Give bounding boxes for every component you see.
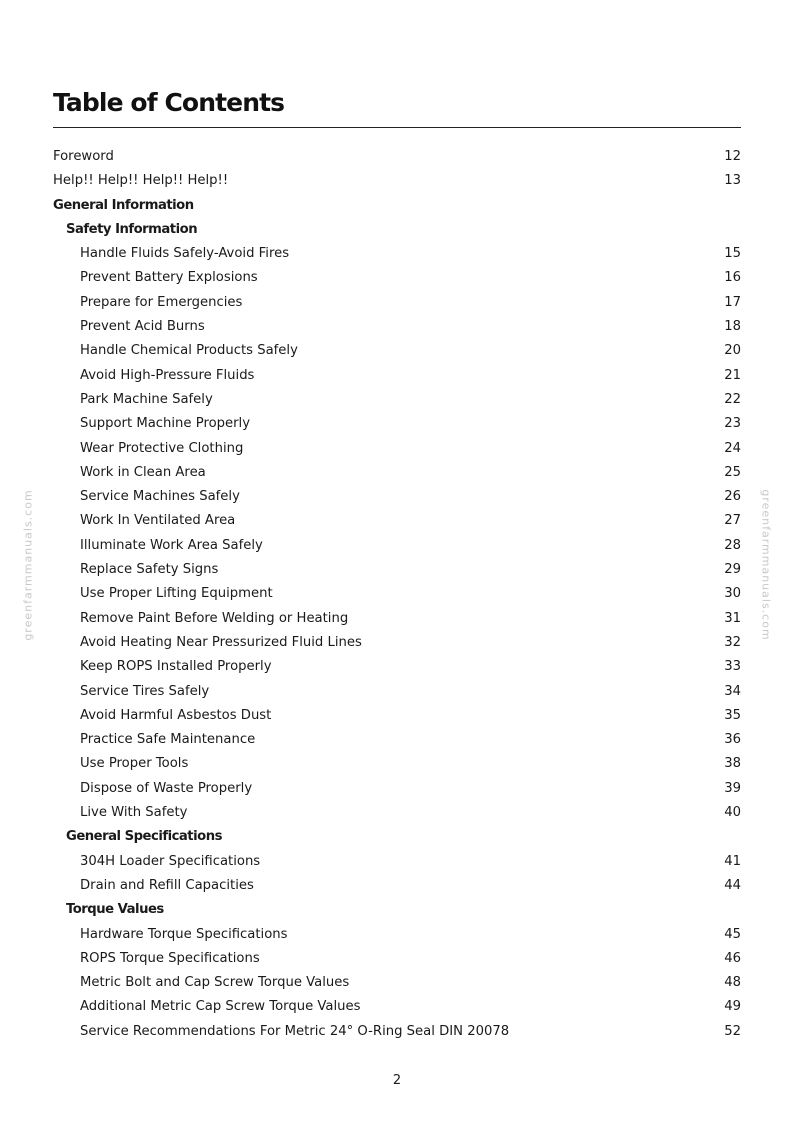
toc-entry-page-number: 29 xyxy=(724,562,741,578)
toc-entry-label: Prevent Battery Explosions xyxy=(80,270,258,286)
toc-entry-label: Help!! Help!! Help!! Help!! xyxy=(53,173,229,189)
toc-entry-label: Park Machine Safely xyxy=(80,391,213,407)
toc-entry-label: Replace Safety Signs xyxy=(80,562,219,578)
toc-section-heading xyxy=(53,194,741,218)
toc-entry-page-number: 40 xyxy=(724,805,741,821)
toc-entry-page-number: 32 xyxy=(724,634,741,650)
toc-entry-label: ROPS Torque Specifications xyxy=(80,950,260,966)
toc-entry[interactable] xyxy=(53,534,741,558)
toc-entry[interactable] xyxy=(53,874,741,898)
toc-entry-page-number: 35 xyxy=(724,707,741,723)
toc-entry[interactable] xyxy=(53,850,741,874)
toc-entry[interactable] xyxy=(53,339,741,363)
toc-entry-label: Illuminate Work Area Safely xyxy=(80,537,263,553)
toc-entry-label: Support Machine Properly xyxy=(80,416,251,432)
toc-entry[interactable] xyxy=(53,412,741,436)
toc-entry-label: Handle Chemical Products Safely xyxy=(80,343,298,359)
toc-entry[interactable] xyxy=(53,704,741,728)
toc-entry[interactable] xyxy=(53,558,741,582)
toc-entry-label: Remove Paint Before Welding or Heating xyxy=(80,610,349,626)
toc-entry-label: Service Recommendations For Metric 24° O-Ring Seal DIN 20078 xyxy=(80,1023,510,1039)
toc-entry-label: Drain and Refill Capacities xyxy=(80,877,254,893)
toc-entry-page-number: 46 xyxy=(724,950,741,966)
toc-entry-page-number: 44 xyxy=(724,877,741,893)
page-title: Table of Contents xyxy=(53,88,285,117)
toc-entry[interactable] xyxy=(53,971,741,995)
toc-entry-label: Avoid Heating Near Pressurized Fluid Lines xyxy=(80,634,362,650)
toc-entry-label: Use Proper Lifting Equipment xyxy=(80,586,273,602)
toc-entry[interactable] xyxy=(53,1020,741,1044)
toc-entry[interactable] xyxy=(53,388,741,412)
toc-entry[interactable] xyxy=(53,364,741,388)
toc-entry-label: Wear Protective Clothing xyxy=(80,440,244,456)
table-of-contents xyxy=(53,145,741,1044)
toc-entry-label: Work In Ventilated Area xyxy=(80,513,236,529)
toc-entry-label: Work in Clean Area xyxy=(80,464,206,480)
toc-entry-label: Torque Values xyxy=(66,902,164,918)
toc-entry-label: Metric Bolt and Cap Screw Torque Values xyxy=(80,975,350,991)
toc-entry-label: General Specifications xyxy=(66,829,222,845)
toc-entry-page-number: 28 xyxy=(724,537,741,553)
toc-entry-label: Safety Information xyxy=(66,221,198,237)
page-number: 2 xyxy=(392,1073,402,1088)
toc-entry-label: Service Tires Safely xyxy=(80,683,210,699)
toc-entry-label: Dispose of Waste Properly xyxy=(80,780,253,796)
title-divider xyxy=(53,127,741,128)
toc-entry[interactable] xyxy=(53,801,741,825)
toc-entry[interactable] xyxy=(53,752,741,776)
toc-entry-page-number: 30 xyxy=(724,586,741,602)
toc-entry-page-number: 48 xyxy=(724,975,741,991)
toc-entry-page-number: 45 xyxy=(724,926,741,942)
toc-entry-page-number: 21 xyxy=(724,367,741,383)
toc-entry-page-number: 18 xyxy=(724,319,741,335)
toc-entry-page-number: 31 xyxy=(724,610,741,626)
toc-entry-page-number: 13 xyxy=(724,173,741,189)
toc-entry-label: Live With Safety xyxy=(80,805,188,821)
toc-entry-label: Keep ROPS Installed Properly xyxy=(80,659,272,675)
toc-entry-page-number: 36 xyxy=(724,732,741,748)
toc-entry-page-number: 33 xyxy=(724,659,741,675)
toc-entry[interactable] xyxy=(53,947,741,971)
toc-entry-label: 304H Loader Specifications xyxy=(80,853,261,869)
toc-entry-page-number: 22 xyxy=(724,391,741,407)
toc-entry-page-number: 15 xyxy=(724,246,741,262)
watermark-left: greenfarmmanuals.com xyxy=(21,489,35,641)
toc-entry[interactable] xyxy=(53,169,741,193)
toc-entry-label: General Information xyxy=(53,197,194,213)
toc-entry[interactable] xyxy=(53,777,741,801)
toc-entry[interactable] xyxy=(53,607,741,631)
toc-entry-label: Avoid Harmful Asbestos Dust xyxy=(80,707,272,723)
toc-entry[interactable] xyxy=(53,485,741,509)
toc-entry-page-number: 23 xyxy=(724,416,741,432)
toc-entry-page-number: 20 xyxy=(724,343,741,359)
watermark-right: greenfarmmanuals.com xyxy=(759,489,773,641)
toc-entry-label: Prevent Acid Burns xyxy=(80,319,205,335)
toc-section-heading xyxy=(53,218,741,242)
toc-entry-label: Avoid High-Pressure Fluids xyxy=(80,367,255,383)
toc-entry-page-number: 49 xyxy=(724,999,741,1015)
toc-entry[interactable] xyxy=(53,582,741,606)
toc-entry-label: Prepare for Emergencies xyxy=(80,294,243,310)
toc-entry-page-number: 16 xyxy=(724,270,741,286)
toc-section-heading xyxy=(53,825,741,849)
toc-entry-page-number: 27 xyxy=(724,513,741,529)
toc-entry-label: Handle Fluids Safely-Avoid Fires xyxy=(80,246,290,262)
toc-entry-page-number: 34 xyxy=(724,683,741,699)
toc-entry-page-number: 52 xyxy=(724,1023,741,1039)
toc-entry-label: Practice Safe Maintenance xyxy=(80,732,256,748)
toc-entry-page-number: 24 xyxy=(724,440,741,456)
toc-entry[interactable] xyxy=(53,680,741,704)
toc-entry[interactable] xyxy=(53,291,741,315)
toc-entry-page-number: 17 xyxy=(724,294,741,310)
toc-entry[interactable] xyxy=(53,242,741,266)
toc-entry[interactable] xyxy=(53,631,741,655)
toc-entry[interactable] xyxy=(53,145,741,169)
toc-entry[interactable] xyxy=(53,315,741,339)
toc-entry-page-number: 26 xyxy=(724,489,741,505)
toc-entry[interactable] xyxy=(53,995,741,1019)
toc-entry-label: Foreword xyxy=(53,149,114,164)
toc-entry-page-number: 12 xyxy=(724,149,741,164)
toc-entry[interactable] xyxy=(53,437,741,461)
toc-entry-page-number: 25 xyxy=(724,464,741,480)
toc-entry[interactable] xyxy=(53,728,741,752)
toc-entry[interactable] xyxy=(53,461,741,485)
toc-entry-page-number: 39 xyxy=(724,780,741,796)
toc-entry[interactable] xyxy=(53,655,741,679)
toc-entry[interactable] xyxy=(53,509,741,533)
toc-entry-page-number: 38 xyxy=(724,756,741,772)
toc-section-heading xyxy=(53,898,741,922)
toc-entry[interactable] xyxy=(53,923,741,947)
toc-entry-label: Use Proper Tools xyxy=(80,756,189,772)
toc-entry-label: Service Machines Safely xyxy=(80,489,240,505)
toc-entry-label: Additional Metric Cap Screw Torque Values xyxy=(80,999,361,1015)
toc-entry[interactable] xyxy=(53,266,741,290)
toc-entry-label: Hardware Torque Specifications xyxy=(80,926,288,942)
toc-entry-page-number: 41 xyxy=(724,853,741,869)
